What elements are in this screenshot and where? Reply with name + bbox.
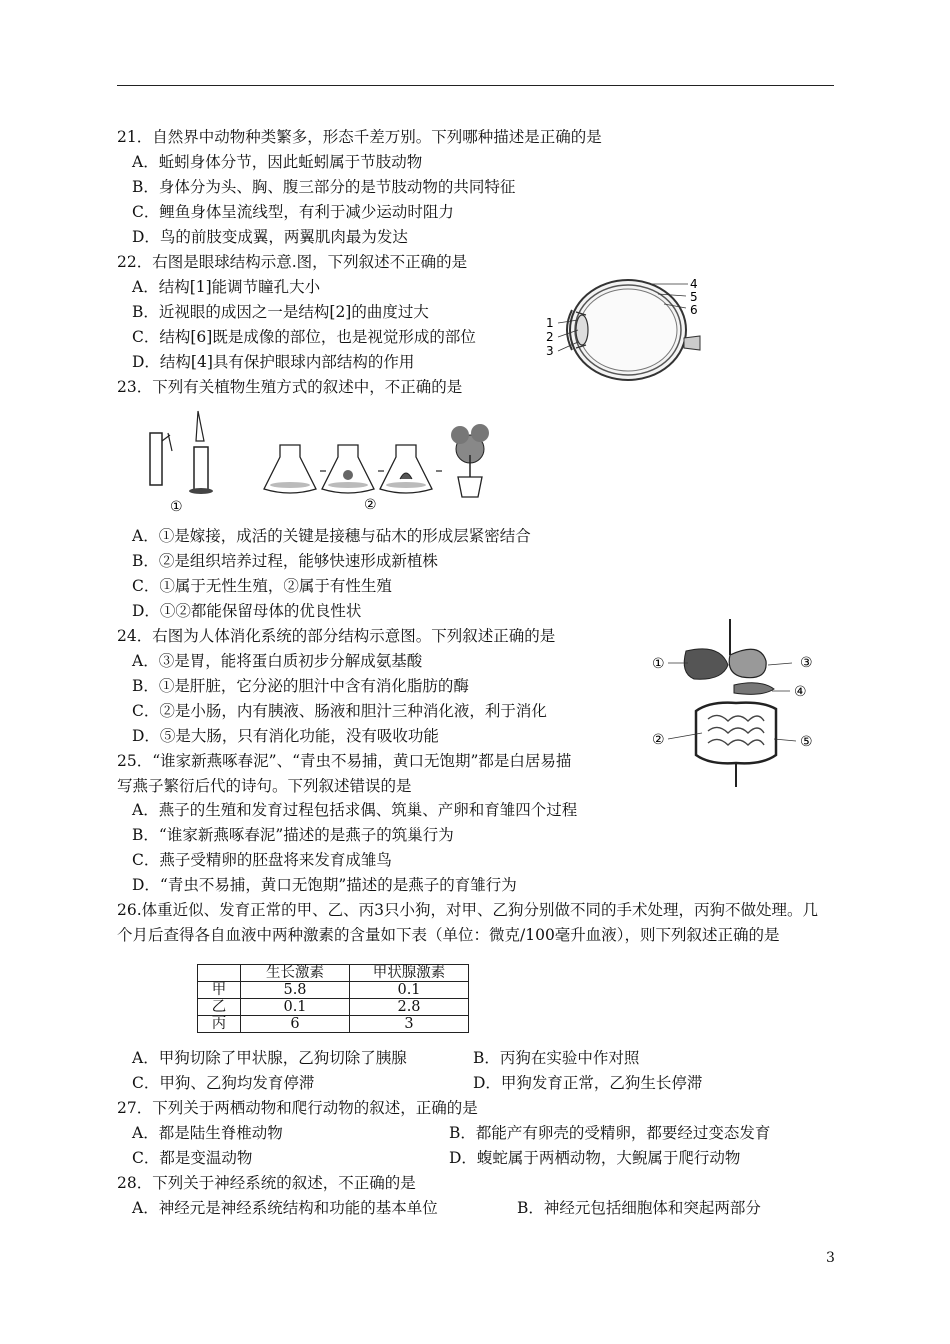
q24-option-b: B．①是肝脏，它分泌的胆汁中含有消化脂肪的酶 (132, 677, 469, 695)
q25-option-d: D．“青虫不易捕，黄口无饱期”描述的是燕子的育雏行为 (132, 876, 517, 894)
digestive-label-2: ② (652, 732, 665, 748)
tissue-culture-illustration (264, 424, 489, 497)
table-header-cell: 甲状腺激素 (350, 965, 469, 982)
table-header-cell: 生长激素 (241, 965, 350, 982)
q21-option-b: B．身体分为头、胸、腹三部分的是节肢动物的共同特征 (132, 178, 516, 196)
q28-option-a: A．神经元是神经系统结构和功能的基本单位 (132, 1199, 438, 1217)
table-header-row (198, 965, 469, 982)
plant-reproduction-figure (140, 405, 500, 515)
q27-stem: 27．下列关于两栖动物和爬行动物的叙述，正确的是 (117, 1099, 478, 1117)
q22-option-c: C．结构[6]既是成像的部位，也是视觉形成的部位 (132, 328, 476, 346)
table-row (198, 999, 469, 1016)
q25-stem-line-1: 25．“谁家新燕啄春泥”、“青虫不易捕，黄口无饱期”都是白居易描 (117, 752, 572, 770)
eye-label-4: 4 (690, 277, 698, 291)
page-number: 3 (826, 1250, 835, 1266)
table-cell: 3 (350, 1016, 469, 1033)
q25-option-b: B．“谁家新燕啄春泥”描述的是燕子的筑巢行为 (132, 826, 454, 844)
q26-stem-line-1: 26.体重近似、发育正常的甲、乙、丙3只小狗，对甲、乙狗分别做不同的手术处理，丙狗不做处理。几 (117, 901, 819, 919)
table-cell: 6 (241, 1016, 350, 1033)
eye-label-2: 2 (546, 330, 554, 344)
digestive-label-1: ① (652, 656, 665, 672)
optic-nerve (684, 336, 700, 350)
q23-option-c: C．①属于无性生殖，②属于有性生殖 (132, 577, 392, 595)
pancreas (734, 683, 774, 695)
table-cell: 0.1 (350, 982, 469, 999)
eye-label-3: 3 (546, 344, 554, 358)
eye-label-5: 5 (690, 290, 698, 304)
hormone-table (197, 964, 469, 1033)
q21-option-d: D．鸟的前肢变成翼，两翼肌肉最为发达 (132, 228, 408, 246)
stomach (729, 649, 766, 677)
header-rule (117, 85, 834, 86)
table-cell: 甲 (198, 982, 241, 999)
table-cell: 5.8 (241, 982, 350, 999)
q24-stem: 24．右图为人体消化系统的部分结构示意图。下列叙述正确的是 (117, 627, 556, 645)
table-row (198, 982, 469, 999)
figure-label-2: ② (364, 497, 377, 513)
grafting-illustration (150, 411, 213, 494)
q23-stem: 23．下列有关植物生殖方式的叙述中，不正确的是 (117, 378, 463, 396)
digestive-label-4: ④ (794, 684, 807, 700)
digestive-label-3: ③ (800, 655, 813, 671)
q27-option-c: C．都是变温动物 (132, 1149, 253, 1167)
q27-option-a: A．都是陆生脊椎动物 (132, 1124, 283, 1142)
q22-option-a: A．结构[1]能调节瞳孔大小 (132, 278, 321, 296)
eye-label-6: 6 (690, 303, 698, 317)
digestive-system-diagram (650, 615, 830, 790)
q24-option-d: D．⑤是大肠，只有消化功能，没有吸收功能 (132, 727, 439, 745)
q26-stem-line-2: 个月后查得各自血液中两种激素的含量如下表（单位：微克/100毫升血液），则下列叙述正确的是 (117, 926, 780, 944)
q26-option-a: A．甲狗切除了甲状腺，乙狗切除了胰腺 (132, 1049, 407, 1067)
q22-option-d: D．结构[4]具有保护眼球内部结构的作用 (132, 353, 415, 371)
q26-option-c: C．甲狗、乙狗均发育停滞 (132, 1074, 315, 1092)
q25-option-c: C．燕子受精卵的胚盘将来发育成雏鸟 (132, 851, 392, 869)
q26-option-d: D．甲狗发育正常，乙狗生长停滞 (473, 1074, 703, 1092)
table-cell: 0.1 (241, 999, 350, 1016)
q24-option-a: A．③是胃，能将蛋白质初步分解成氨基酸 (132, 652, 423, 670)
eyeball-diagram (540, 272, 705, 390)
table-cell: 2.8 (350, 999, 469, 1016)
q22-option-b: B．近视眼的成因之一是结构[2]的曲度过大 (132, 303, 429, 321)
table-cell: 乙 (198, 999, 241, 1016)
q27-option-d: D．蝮蛇属于两栖动物，大鲵属于爬行动物 (449, 1149, 741, 1167)
digestive-label-5: ⑤ (800, 734, 813, 750)
q27-option-b: B．都能产有卵壳的受精卵，都要经过变态发育 (449, 1124, 771, 1142)
q21-option-c: C．鲤鱼身体呈流线型，有利于减少运动时阻力 (132, 203, 454, 221)
liver (684, 649, 728, 679)
q22-stem: 22．右图是眼球结构示意.图，下列叙述不正确的是 (117, 253, 468, 271)
q23-option-b: B．②是组织培养过程，能够快速形成新植株 (132, 552, 438, 570)
q28-option-b: B．神经元包括细胞体和突起两部分 (517, 1199, 761, 1217)
table-cell: 丙 (198, 1016, 241, 1033)
figure-label-1: ① (170, 499, 183, 515)
q23-option-d: D．①②都能保留母体的优良性状 (132, 602, 362, 620)
q23-option-a: A．①是嫁接，成活的关键是接穗与砧木的形成层紧密结合 (132, 527, 531, 545)
eye-label-1: 1 (546, 316, 554, 330)
q25-stem-line-2: 写燕子繁衍后代的诗句。下列叙述错误的是 (117, 777, 412, 795)
q26-option-b: B．丙狗在实验中作对照 (473, 1049, 640, 1067)
q21-stem: 21．自然界中动物种类繁多，形态千差万别。下列哪种描述是正确的是 (117, 128, 602, 146)
table-header-cell (198, 965, 241, 982)
retina-layer (579, 289, 677, 371)
q28-stem: 28．下列关于神经系统的叙述，不正确的是 (117, 1174, 416, 1192)
table-row (198, 1016, 469, 1033)
q25-option-a: A．燕子的生殖和发育过程包括求偶、筑巢、产卵和育雏四个过程 (132, 801, 578, 819)
q21-option-a: A．蚯蚓身体分节，因此蚯蚓属于节肢动物 (132, 153, 423, 171)
q24-option-c: C．②是小肠，内有胰液、肠液和胆汁三种消化液，利于消化 (132, 702, 547, 720)
